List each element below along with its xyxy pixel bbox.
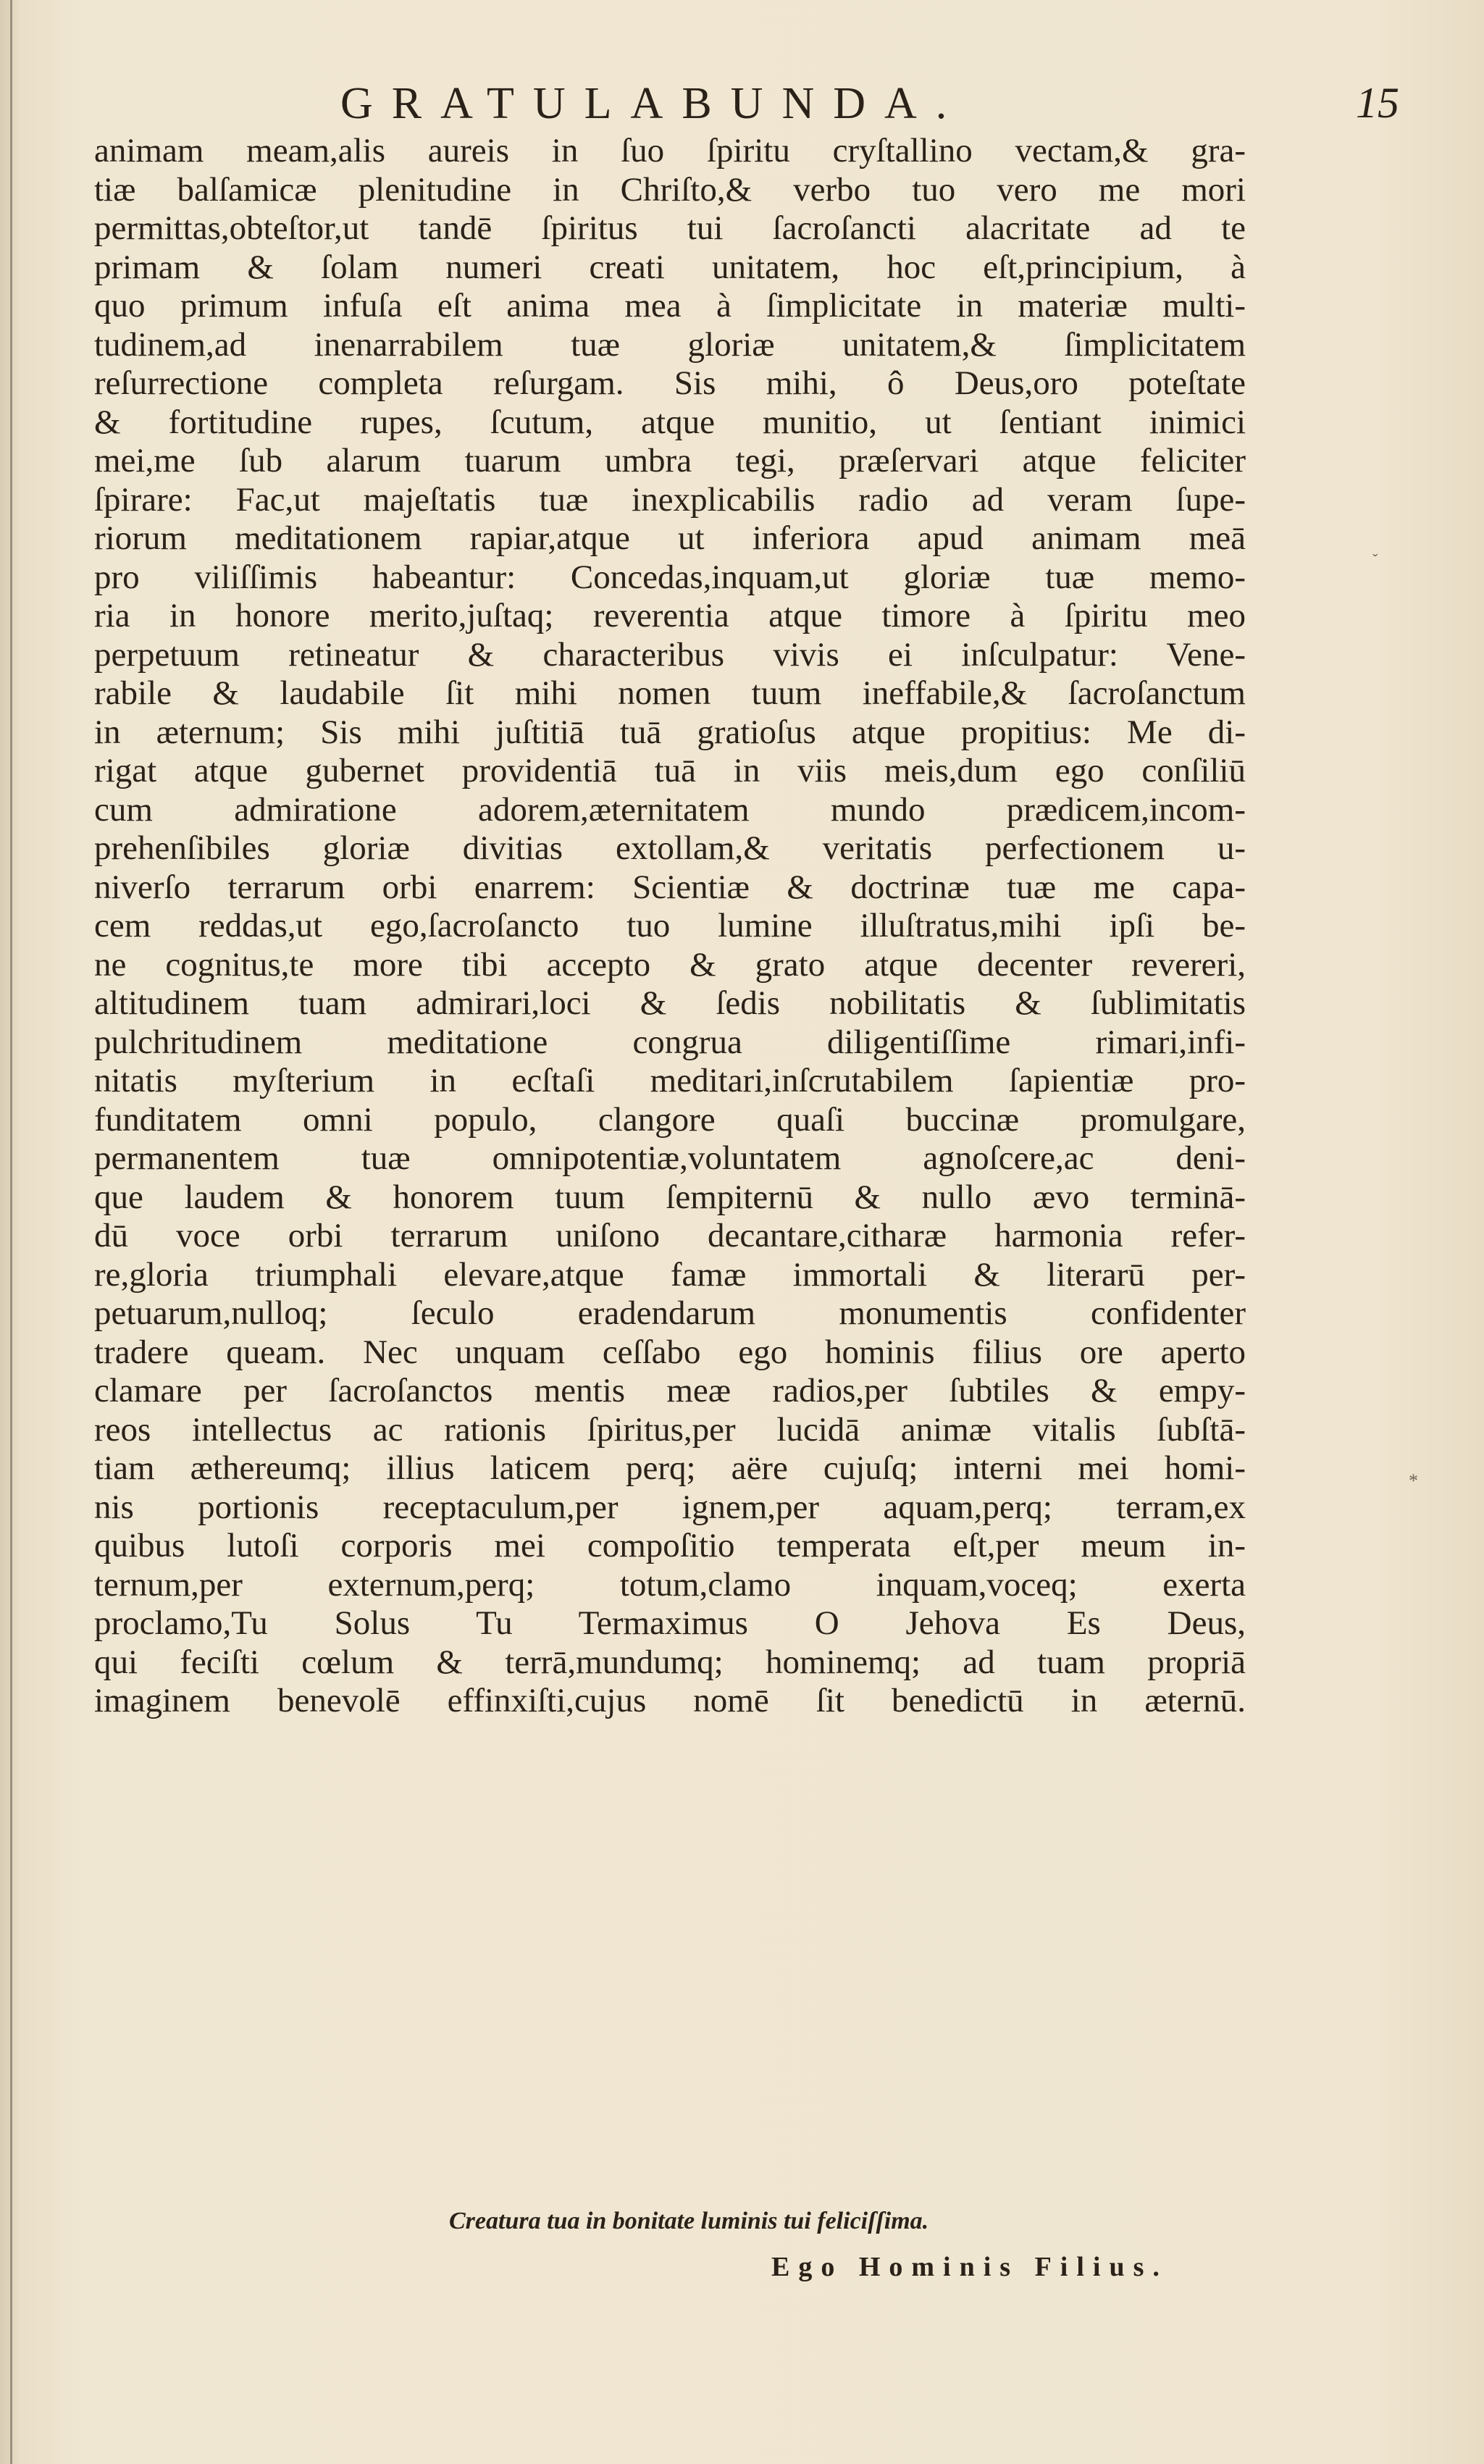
closing-motto: Creatura tua in bonitate luminis tui feliciſſima. [449,2208,929,2234]
text-line: ria in honore merito,juſtaq; reverentia atque timore à ſpiritu meo [94,597,1246,634]
text-line: clamare per ſacroſanctos mentis meæ radios,per ſubtiles & empy- [94,1372,1246,1409]
text-line: in æternum; Sis mihi juſtitiā tuā gratioſus atque propitius: Me di- [94,713,1246,751]
text-line: nitatis myſterium in ecſtaſi meditari,inſcrutabilem ſapientiæ pro- [94,1062,1246,1099]
text-line: pulchritudinem meditatione congrua diligentiſſime rimari,infi- [94,1023,1246,1061]
text-line: reſurrectione completa reſurgam. Sis mihi, ô Deus,oro poteſtate [94,364,1246,402]
text-line: tiæ balſamicæ plenitudine in Chriſto,& verbo tuo vero me mori [94,170,1246,209]
text-line: tiam æthereumq; illius laticem perq; aëre cujuſq; interni mei homi- [94,1449,1246,1487]
text-line: cum admiratione adorem,æternitatem mundo prædicem,incom- [94,790,1246,829]
text-line: funditatem omni populo, clangore quaſi buccinæ promulgare, [94,1100,1246,1139]
text-line: nis portionis receptaculum,per ignem,per aquam,perq; terram,ex [94,1488,1246,1526]
text-line: cem reddas,ut ego,ſacroſancto tuo lumine illuſtratus,mihi ipſi be- [94,907,1246,944]
running-title: GRATULABUNDA. [340,79,966,128]
text-line: rabile & laudabile ſit mihi nomen tuum ineffabile,& ſacroſanctum [94,674,1246,712]
text-line: pro viliſſimis habeantur: Concedas,inquam,ut gloriæ tuæ memo- [94,558,1246,596]
text-line: ſpirare: Fac,ut majeſtatis tuæ inexplicabilis radio ad veram ſupe- [94,480,1246,519]
text-line: prehenſibiles gloriæ divitias extollam,& veritatis perfectionem u- [94,829,1246,867]
text-line: qui feciſti cœlum & terrā,mundumq; hominemq; ad tuam propriā [94,1643,1246,1681]
text-line: reos intellectus ac rationis ſpiritus,per lucidā animæ vitalis ſubſtā- [94,1410,1246,1449]
text-line: imaginem benevolē effinxiſti,cujus nomē ſit benedictū in æternū. [94,1682,1246,1719]
margin-mark: ˇ [1372,550,1378,569]
text-line: mei,me ſub alarum tuarum umbra tegi, præſervari atque feliciter [94,442,1246,479]
margin-asterisk: * [1409,1470,1418,1491]
text-line: primam & ſolam numeri creati unitatem, hoc eſt,principium, à [94,248,1246,286]
text-line: animam meam,alis aureis in ſuo ſpiritu cryſtallino vectam,& gra- [94,132,1246,169]
text-line: rigat atque gubernet providentiā tuā in viis meis,dum ego conſiliū [94,752,1246,789]
text-line: que laudem & honorem tuum ſempiternū & nullo ævo terminā- [94,1178,1246,1216]
text-line: tradere queam. Nec unquam ceſſabo ego hominis filius ore aperto [94,1333,1246,1371]
signature: Ego Hominis Filius. [771,2252,1168,2282]
body-text [94,132,1246,1721]
page-gutter-edge [10,0,12,2464]
text-line: ne cognitus,te more tibi accepto & grato atque decenter revereri, [94,945,1246,984]
text-line: niverſo terrarum orbi enarrem: Scientiæ & doctrinæ tuæ me capa- [94,868,1246,906]
page-number: 15 [1356,79,1399,127]
text-line: quibus lutoſi corporis mei compoſitio temperata eſt,per meum in- [94,1527,1246,1564]
text-line: & fortitudine rupes, ſcutum, atque munitio, ut ſentiant inimici [94,403,1246,441]
text-line: permanentem tuæ omnipotentiæ,voluntatem agnoſcere,ac deni- [94,1139,1246,1177]
text-line: dū voce orbi terrarum uniſono decantare,citharæ harmonia refer- [94,1217,1246,1254]
text-line: quo primum infuſa eſt anima mea à ſimplicitate in materiæ multi- [94,287,1246,324]
text-line: proclamo,Tu Solus Tu Termaximus O Jehova Es Deus, [94,1604,1246,1642]
text-line: petuarum,nulloq; ſeculo eradendarum monumentis confidenter [94,1294,1246,1332]
text-line: permittas,obteſtor,ut tandē ſpiritus tui ſacroſancti alacritate ad te [94,209,1246,247]
text-line: altitudinem tuam admirari,loci & ſedis nobilitatis & ſublimitatis [94,984,1246,1022]
text-line: riorum meditationem rapiar,atque ut inferiora apud animam meā [94,519,1246,557]
text-line: ternum,per externum,perq; totum,clamo inquam,voceq; exerta [94,1565,1246,1604]
text-line: tudinem,ad inenarrabilem tuæ gloriæ unitatem,& ſimplicitatem [94,325,1246,364]
text-line: re,gloria triumphali elevare,atque famæ immortali & literarū per- [94,1255,1246,1294]
text-line: perpetuum retineatur & characteribus vivis ei inſculpatur: Vene- [94,635,1246,674]
